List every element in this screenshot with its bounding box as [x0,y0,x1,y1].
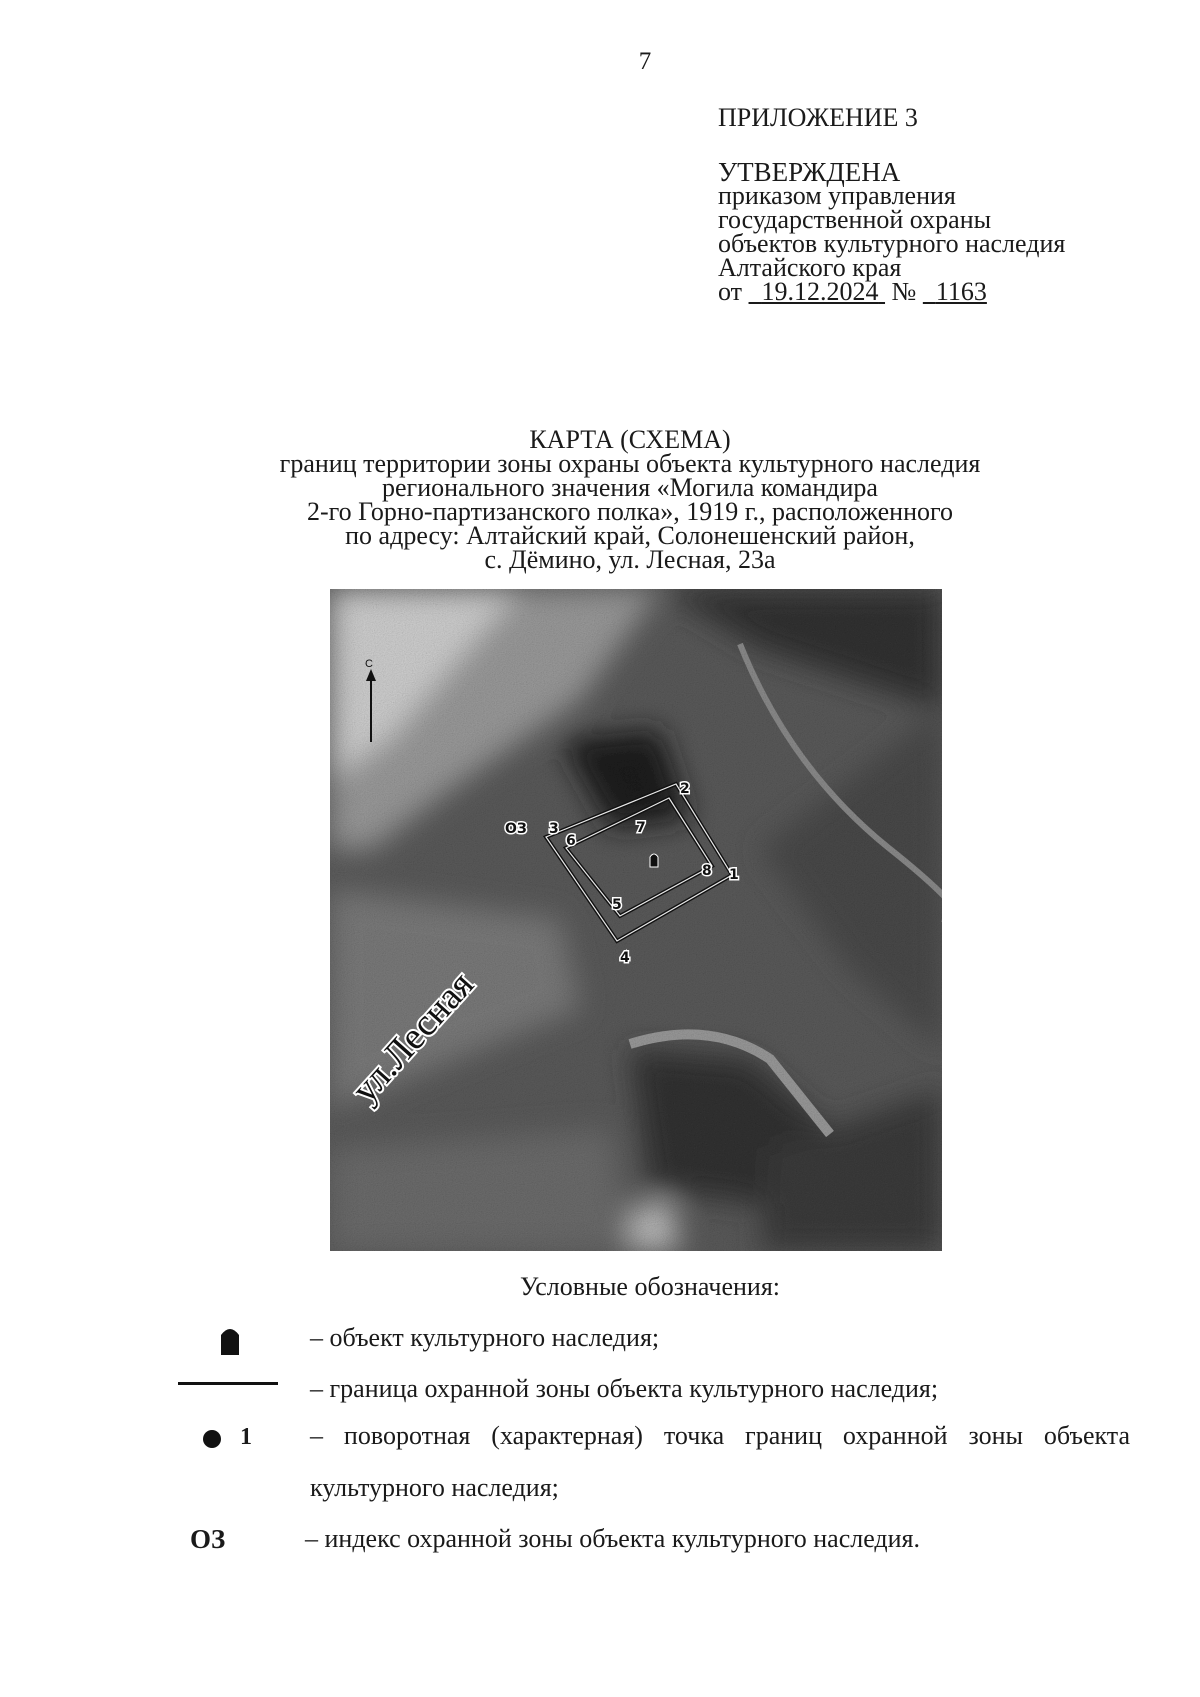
point-label-8: 8 [702,863,712,879]
title-line-2: регионального значения «Могила командира [382,473,878,502]
title-heading: КАРТА (СХЕМА) [529,425,731,454]
page-number: 7 [638,48,652,75]
approval-block [718,103,1066,306]
point-label-3: 3 [549,821,559,837]
order-date: 19.12.2024 [761,277,879,306]
point-label-1: 1 [729,867,739,883]
heritage-object-legend-icon [218,1325,242,1355]
approval-line-4: Алтайского края [718,253,902,282]
legend-boundary-text: – граница охранной зоны объекта культурного наследия; [310,1374,939,1403]
approved-label: УТВЕРЖДЕНА [718,157,901,187]
point-label-5: 5 [612,897,622,913]
from-label: от [718,277,743,306]
heritage-object-icon [650,854,658,867]
point-label-6: 6 [566,833,576,849]
annex-label: ПРИЛОЖЕНИЕ 3 [718,103,918,132]
order-number: 1163 [935,277,987,306]
street-label: ул.Лесная [343,963,483,1112]
title-line-1: границ территории зоны охраны объекта культурного наследия [279,449,981,478]
approval-line-1: приказом управления [718,181,956,210]
approval-date-line [718,277,1065,306]
legend-point-text-line-1: – поворотная (характерная) точка границ охранной зоны объекта [310,1421,1130,1450]
legend-zone-text: – индекс охранной зоны объекта культурного наследия. [305,1524,921,1553]
point-label-7: 7 [636,820,646,836]
legend-title: Условные обозначения: [519,1272,781,1301]
zone-index-label: ОЗ [505,821,527,837]
title-line-4: по адресу: Алтайский край, Солонешенский район, [345,521,915,550]
legend-point-text-line-2: культурного наследия; [310,1473,559,1502]
point-label-4: 4 [620,950,630,966]
legend-object-text: – объект культурного наследия; [310,1323,660,1352]
turning-point-legend-icon [203,1430,221,1448]
zone-index-legend-symbol: ОЗ [190,1524,226,1554]
satellite-map [330,589,942,1251]
approval-line-2: государственной охраны [718,205,992,234]
number-label: № [891,277,917,306]
map-title [230,425,1030,574]
north-label: С [365,658,373,670]
title-line-3: 2-го Горно-партизанского полка», 1919 г., расположенного [306,497,953,526]
approval-line-3: объектов культурного наследия [718,229,1066,258]
point-label-2: 2 [680,781,690,797]
turning-point-legend-number: 1 [240,1424,252,1450]
title-line-5: с. Дёмино, ул. Лесная, 23а [484,545,776,574]
boundary-legend-line [178,1382,278,1385]
